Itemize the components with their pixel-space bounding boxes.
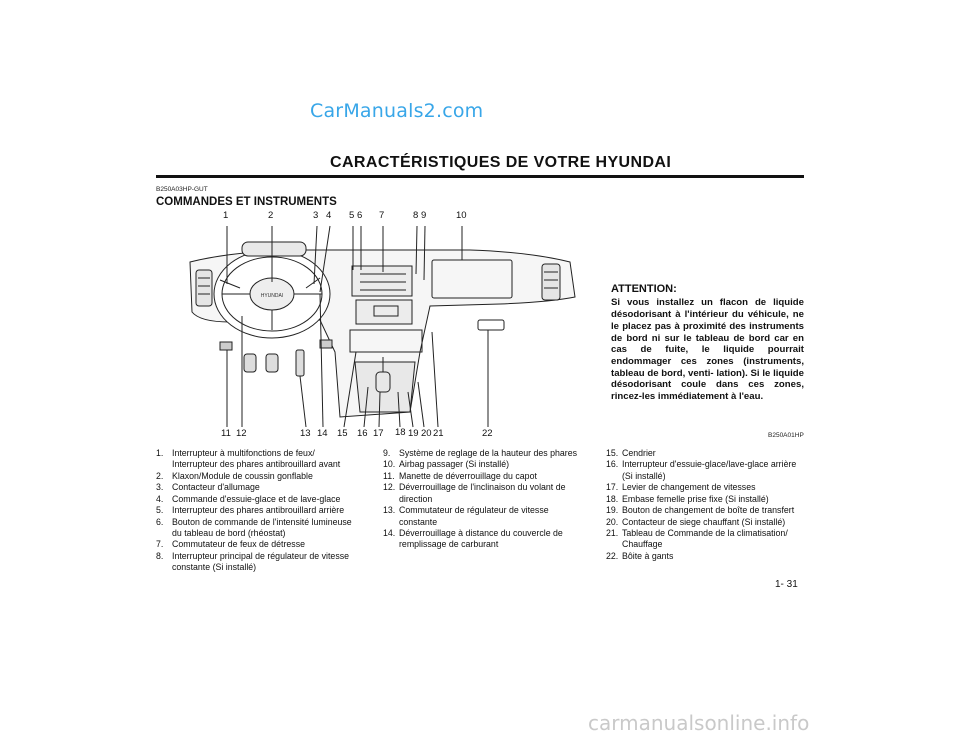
list-item: 7. Commutateur de feux de détresse <box>156 539 306 550</box>
callout-7: 7 <box>379 210 385 221</box>
logo-mark: HYUNDAI <box>260 293 284 299</box>
list-item: 5. Interrupteur des phares antibrouillard arrière <box>156 505 345 516</box>
section-title: COMMANDES ET INSTRUMENTS <box>156 196 337 208</box>
list-item: 19. Bouton de changement de boîte de transfert <box>606 505 795 516</box>
callout-9: 9 <box>421 210 427 221</box>
dashboard-diagram <box>170 222 590 444</box>
list-item: 22. Bôite à gants <box>606 550 674 561</box>
callout-5: 5 <box>349 210 355 221</box>
legend-list-3 <box>606 448 804 562</box>
page-number: 1- 31 <box>775 579 798 590</box>
callout-6: 6 <box>357 210 363 221</box>
callout-10: 10 <box>456 210 467 221</box>
section-code: B250A03HP-GUT <box>156 186 208 193</box>
list-item: 17. Levier de changement de vitesses <box>606 482 756 493</box>
list-item: 8. Interrupteur principal de régulateur de vitesse constante (Si installé) <box>156 550 350 573</box>
callout-15: 15 <box>337 428 348 439</box>
list-item: 11. Manette de déverrouillage du capot <box>383 470 537 481</box>
callout-14: 14 <box>317 428 328 439</box>
page-title: CARACTÉRISTIQUES DE VOTRE HYUNDAI <box>330 154 672 171</box>
title-rule <box>156 175 804 178</box>
legend-list-2 <box>383 448 579 551</box>
callout-12: 12 <box>236 428 247 439</box>
callout-19: 19 <box>408 428 419 439</box>
list-item: 18. Embase femelle prise fixe (Si installé) <box>606 493 769 504</box>
list-item: 16. Interrupteur d'essuie-glace/lave-glace arrière (Si installé) <box>606 459 797 481</box>
list-item: 4. Commande d'essuie-glace et de lave-glace <box>156 493 341 504</box>
list-item: 3. Contacteur d'allumage <box>156 482 260 493</box>
list-item: 6. Bouton de commande de l'intensité lumineuse du tableau de bord (rhéostat) <box>156 516 352 538</box>
list-item: 9. Système de reglage de la hauteur des phares <box>383 448 578 458</box>
callout-8: 8 <box>413 210 419 221</box>
list-item: 13. Commutateur de régulateur de vitesse constante <box>383 505 549 527</box>
callout-1: 1 <box>223 210 229 221</box>
callout-13: 13 <box>300 428 311 439</box>
callout-3: 3 <box>313 210 319 221</box>
callout-18: 18 <box>395 427 406 438</box>
callout-16: 16 <box>357 428 368 439</box>
callout-17: 17 <box>373 428 384 439</box>
list-item: 14. Déverrouillage à distance du couvercle de remplissage de carburant <box>383 527 563 550</box>
attention-title: ATTENTION: <box>611 283 677 295</box>
list-item: 10. Airbag passager (Si installé) <box>383 459 510 470</box>
list-item: 1. Interrupteur à multifonctions de feux/ Interrupteur des phares antibrouillard avant <box>156 448 341 470</box>
list-item: 20. Contacteur de siege chauffant (Si installé) <box>606 516 786 527</box>
legend-list-1 <box>156 448 356 574</box>
watermark-bottom: carmanualsonline.info <box>588 711 810 735</box>
figure-code: B250A01HP <box>768 432 804 439</box>
callout-21: 21 <box>433 428 444 439</box>
callout-20: 20 <box>421 428 432 439</box>
list-item: 12. Déverrouillage de l'inclinaison du volant de direction <box>383 482 566 504</box>
callout-11: 11 <box>221 428 231 439</box>
callout-22: 22 <box>482 428 493 439</box>
callout-2: 2 <box>268 210 274 221</box>
watermark-top: CarManuals2.com <box>310 100 484 122</box>
list-item: 21. Tableau de Commande de la climatisation/ Chauffage <box>606 527 788 550</box>
list-item: 15. Cendrier <box>606 448 656 458</box>
callout-4: 4 <box>326 210 332 221</box>
attention-note <box>611 283 804 403</box>
list-item: 2. Klaxon/Module de coussin gonflable <box>156 470 313 481</box>
attention-text: Si vous installez un flacon de liquide désodorisant à l'intérieur du véhicule, ne le placez pas à proximité des instruments de bord ni sur le tableau de bord car en cas de fuite, le liquide pourrait endommager ces zones (instruments, tableau de bord, venti- lation). Si le liquide désodorisant coule dans ces zones, rincez-les immédiatement à l'eau. <box>611 297 804 403</box>
